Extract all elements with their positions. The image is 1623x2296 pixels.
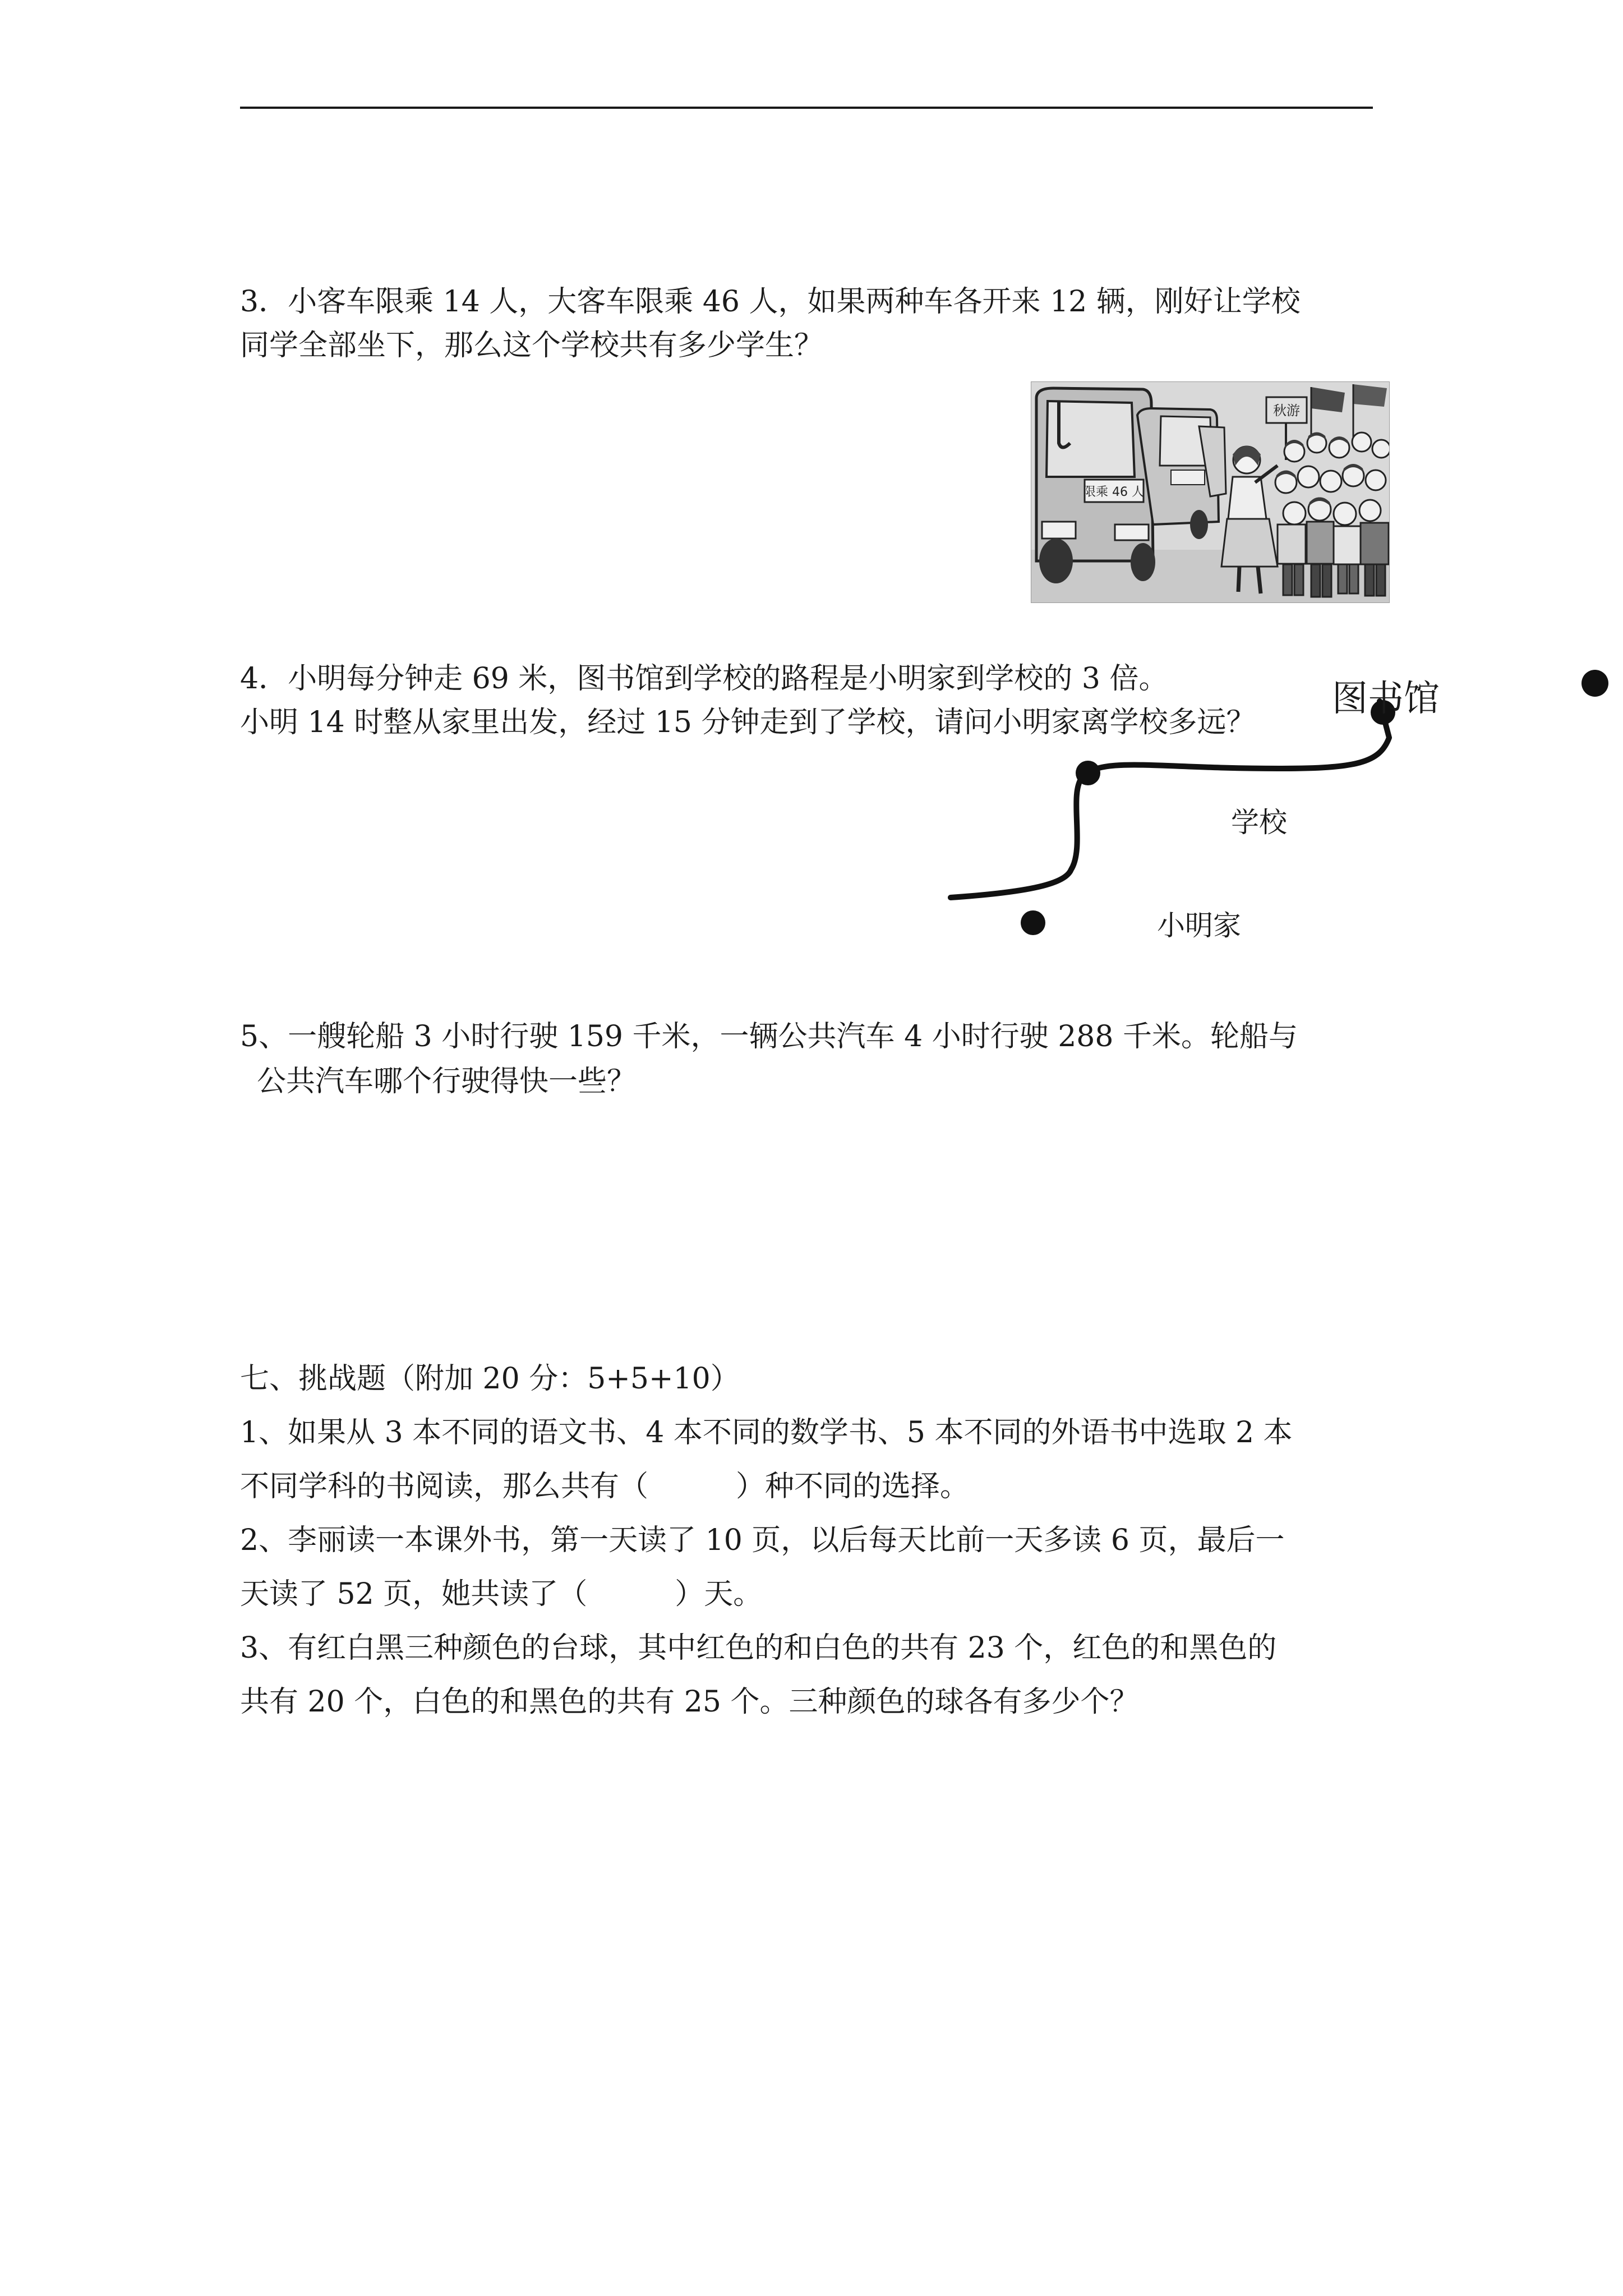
challenge-3-line-1: 3、有红白黑三种颜色的台球，其中红色的和白色的共有 23 个，红色的和黑色的: [240, 1631, 1277, 1665]
bus-label: 限乘 46 人: [1083, 485, 1144, 499]
challenge-2-line-2: 天读了 52 页，她共读了（ ）天。: [240, 1577, 763, 1611]
q4-line-2: 小明 14 时整从家里出发，经过 15 分钟走到了学校，请问小明家离学校多远？: [240, 706, 1256, 739]
q3-line-2: 同学全部坐下，那么这个学校共有多少学生？: [240, 329, 824, 362]
challenge-2-line-1: 2、李丽读一本课外书，第一天读了 10 页，以后每天比前一天多读 6 页，最后一: [240, 1524, 1285, 1557]
route-path: [951, 701, 1389, 898]
map-label-home: 小明家: [1157, 909, 1241, 942]
school-dot: [1076, 761, 1100, 785]
q3-line-1: 3．小客车限乘 14 人，大客车限乘 46 人，如果两种车各开来 12 辆，刚好让学校: [240, 285, 1301, 319]
map-label-school: 学校: [1231, 806, 1287, 839]
challenge-1-line-2: 不同学科的书阅读，那么共有（ ）种不同的选择。: [240, 1470, 970, 1503]
challenge-1-line-1: 1、如果从 3 本不同的语文书、4 本不同的数学书、5 本不同的外语书中选取 2 本: [240, 1416, 1293, 1450]
map-label-library: 图书馆: [1332, 678, 1440, 720]
q5-line-1: 5、一艘轮船 3 小时行驶 159 千米，一辆公共汽车 4 小时行驶 288 千米。轮船与: [240, 1020, 1298, 1053]
q4-line-1: 4．小明每分钟走 69 米，图书馆到学校的路程是小明家到学校的 3 倍。: [240, 662, 1168, 696]
q5-line-2: 公共汽车哪个行驶得快一些？: [257, 1065, 637, 1098]
home-dot: [1021, 910, 1045, 935]
stray-dot: [1581, 670, 1608, 697]
challenge-heading: 七、挑战题（附加 20 分：5+5+10）: [240, 1362, 740, 1396]
bus-illustration: [1031, 381, 1390, 603]
trip-sign: 秋游: [1273, 403, 1300, 418]
header-rule: [240, 107, 1373, 109]
challenge-3-line-2: 共有 20 个，白色的和黑色的共有 25 个。三种颜色的球各有多少个？: [240, 1685, 1139, 1719]
